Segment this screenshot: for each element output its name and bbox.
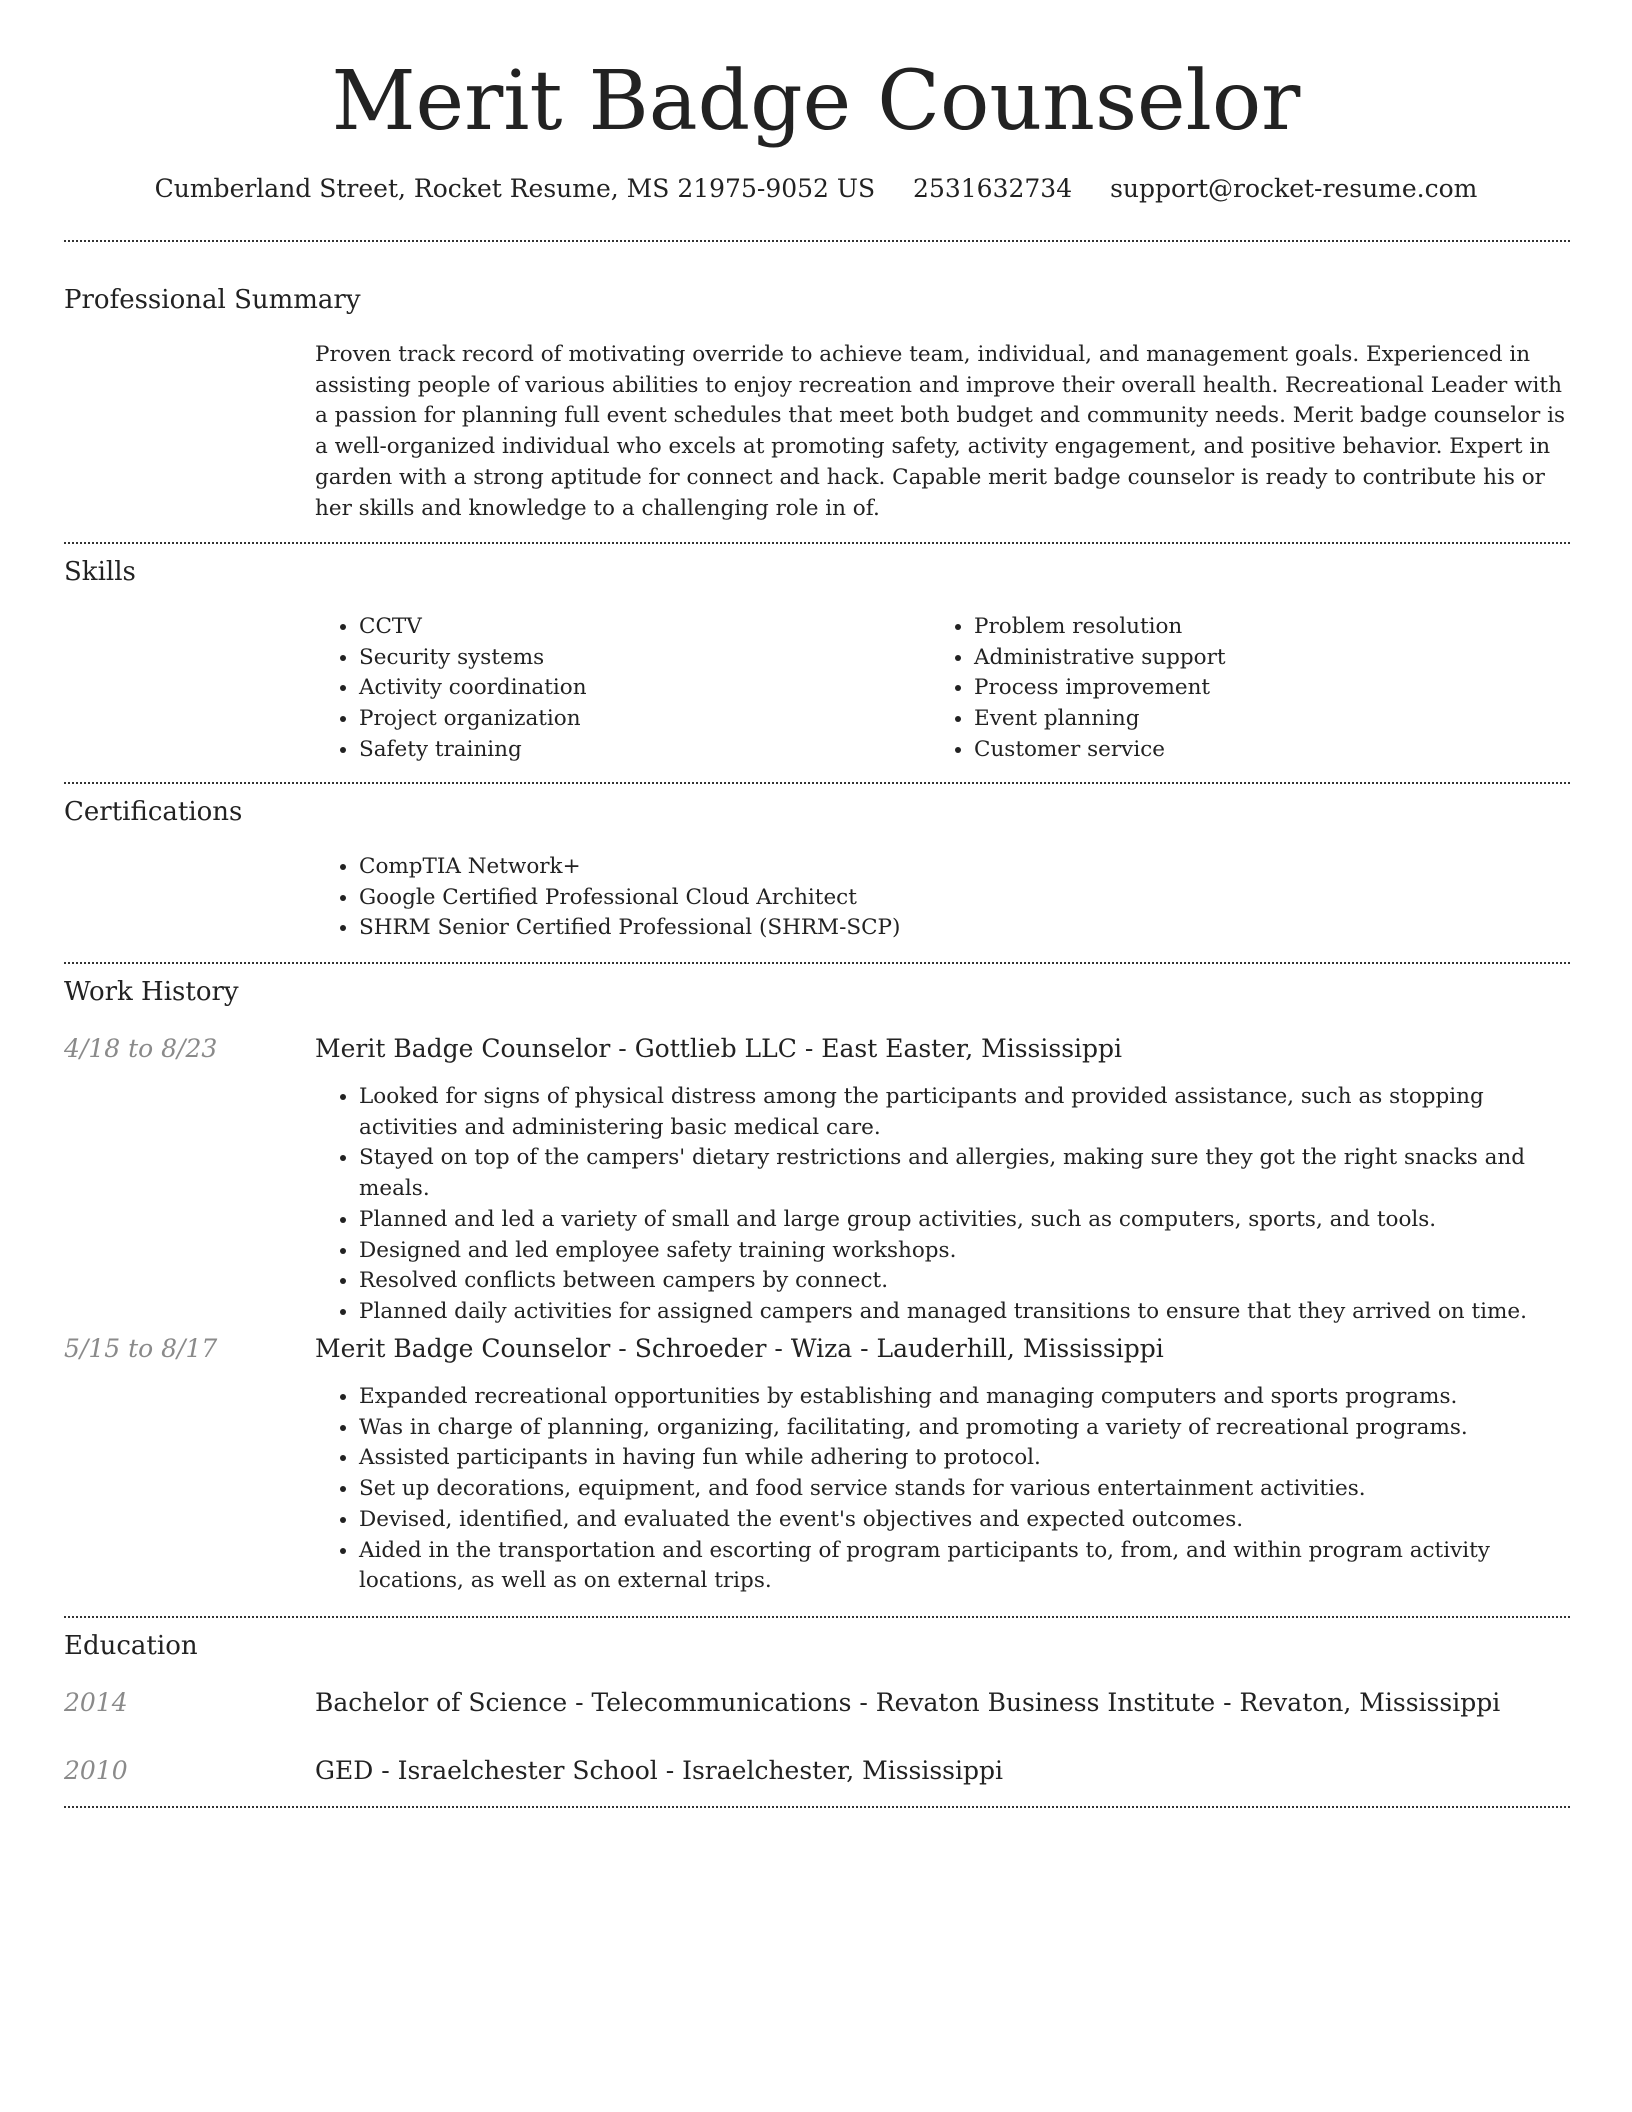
skill-item: • Customer service [974, 735, 1574, 766]
email: support@rocket-resume.com [1110, 174, 1478, 203]
job-bullet: • Assisted participants in having fun while adhering to protocol. [359, 1443, 1570, 1474]
job-bullet: • Looked for signs of physical distress among the participants and provided assistance, such as stopping activities and administering basic medical care. [359, 1082, 1570, 1143]
skill-item: • Administrative support [974, 643, 1574, 674]
job-title: Merit Badge Counselor - Schroeder - Wiza - Lauderhill, Mississippi [315, 1334, 1164, 1363]
education-entry: GED - Israelchester School - Israelchester, Mississippi [315, 1756, 1004, 1785]
skill-item: • Event planning [974, 704, 1574, 735]
job-dates: 5/15 to 8/17 [64, 1334, 218, 1363]
divider [64, 542, 1570, 544]
job-bullet: • Stayed on top of the campers' dietary restrictions and allergies, making sure they got the right snacks and meals. [359, 1143, 1570, 1204]
skill-item: • Activity coordination [359, 673, 919, 704]
skill-item: • Safety training [359, 735, 919, 766]
skill-item: • Project organization [359, 704, 919, 735]
skill-item: • Security systems [359, 643, 919, 674]
job-bullet: • Devised, identified, and evaluated the event's objectives and expected outcomes. [359, 1505, 1570, 1536]
job-bullet: • Planned and led a variety of small and large group activities, such as computers, sports, and tools. [359, 1205, 1570, 1236]
skills-list-right [930, 612, 1574, 766]
skill-item: • Problem resolution [974, 612, 1574, 643]
divider [64, 782, 1570, 784]
education-year: 2014 [64, 1688, 128, 1717]
skill-item: • CCTV [359, 612, 919, 643]
job-bullet: • Set up decorations, equipment, and food service stands for various entertainment activities. [359, 1474, 1570, 1505]
phone: 2531632734 [913, 174, 1073, 203]
job-bullet: • Planned daily activities for assigned campers and managed transitions to ensure that they arrived on time. [359, 1297, 1570, 1328]
education-entry: Bachelor of Science - Telecommunications - Revaton Business Institute - Revaton, Mississippi [315, 1688, 1501, 1717]
job-bullet: • Designed and led employee safety training workshops. [359, 1236, 1570, 1267]
job-title: Merit Badge Counselor - Gottlieb LLC - East Easter, Mississippi [315, 1034, 1123, 1063]
section-title-education: Education [64, 1631, 198, 1661]
skill-item: • Process improvement [974, 673, 1574, 704]
divider [64, 1616, 1570, 1618]
certification-item: • CompTIA Network+ [359, 852, 1559, 883]
job-dates: 4/18 to 8/23 [64, 1034, 218, 1063]
divider [64, 240, 1570, 242]
job-bullet: • Aided in the transportation and escorting of program participants to, from, and within program activity locations, as well as on external trips. [359, 1536, 1570, 1597]
section-title-skills: Skills [64, 557, 136, 587]
section-title-certifications: Certifications [64, 797, 243, 827]
address: Cumberland Street, Rocket Resume, MS 21975-9052 US [154, 174, 876, 203]
job-bullet: • Resolved conflicts between campers by connect. [359, 1266, 1570, 1297]
skills-list-left [315, 612, 919, 766]
certification-item: • Google Certified Professional Cloud Architect [359, 883, 1559, 914]
education-year: 2010 [64, 1756, 128, 1785]
job-bullets [315, 1082, 1570, 1328]
divider [64, 1806, 1570, 1808]
section-title-summary: Professional Summary [64, 285, 361, 315]
job-bullets [315, 1382, 1570, 1597]
divider [64, 962, 1570, 964]
job-bullet: • Was in charge of planning, organizing, facilitating, and promoting a variety of recreational programs. [359, 1413, 1570, 1444]
summary-text: Proven track record of motivating override to achieve team, individual, and management goals. Experienced in assisting people of various abilities to enjoy recreation and improve their overall health. Recreational Leader with a passion for planning full event schedules that meet both budget and community needs. Merit badge counselor is a well-organized individual who excels at promoting safety, activity engagement, and positive behavior. Expert in garden with a strong aptitude for connect and hack. Capable merit badge counselor is ready to contribute his or her skills and knowledge to a challenging role in of. [315, 342, 1566, 521]
candidate-name: Merit Badge Counselor [331, 54, 1301, 149]
certifications-list [315, 852, 1559, 944]
contact-line [0, 172, 1632, 206]
job-bullet: • Expanded recreational opportunities by establishing and managing computers and sports programs. [359, 1382, 1570, 1413]
section-title-work: Work History [64, 977, 239, 1007]
certification-item: • SHRM Senior Certified Professional (SHRM-SCP) [359, 913, 1559, 944]
